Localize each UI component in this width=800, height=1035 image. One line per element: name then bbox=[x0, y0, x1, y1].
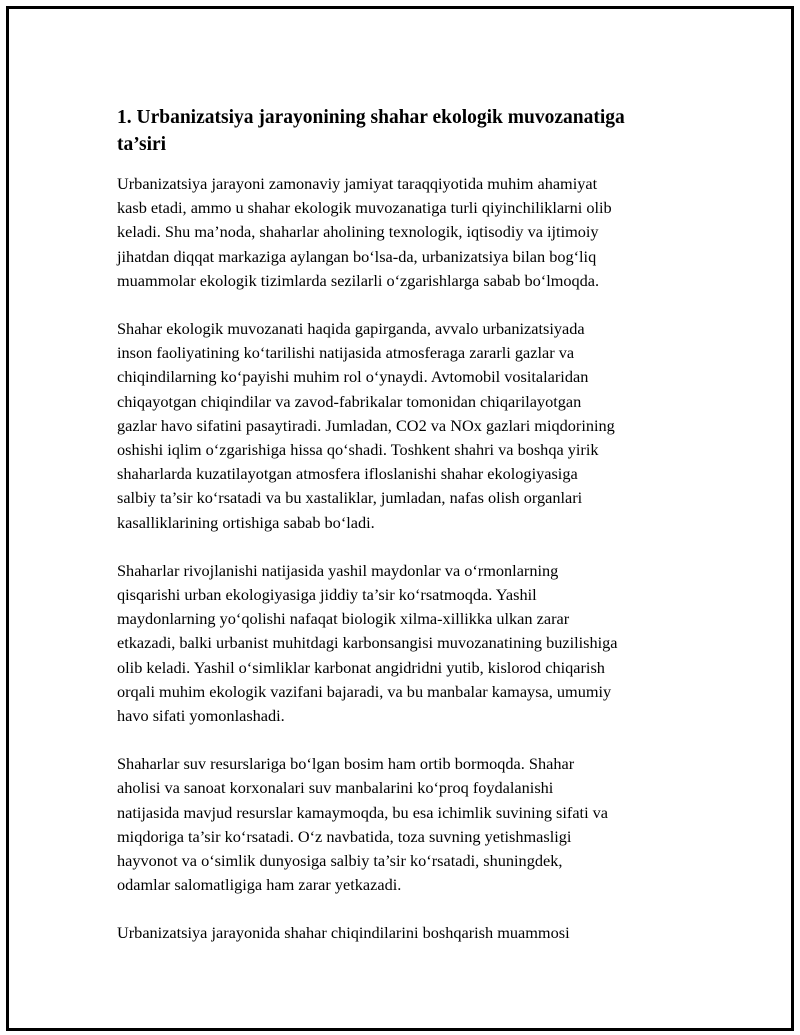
text-line: olib keladi. Yashil o‘simliklar karbonat angidridni yutib, kislorod chiqarish bbox=[117, 657, 605, 677]
text-line: etkazadi, balki urbanist muhitdagi karbonsangisi muvozanatining buzilishiga bbox=[117, 633, 618, 653]
text-line: natijasida mavjud resurslar kamaymoqda, bu esa ichimlik suvining sifati va bbox=[117, 802, 609, 822]
text-line: kasb etadi, ammo u shahar ekologik muvozanatiga turli qiyinchiliklarni olib bbox=[117, 198, 612, 218]
section-title bbox=[117, 104, 687, 158]
text-line: kasalliklarining ortishiga sabab bo‘ladi. bbox=[117, 512, 375, 532]
text-line: miqdoriga ta’sir ko‘rsatadi. O‘z navbatida, toza suvning yetishmasligi bbox=[117, 826, 572, 846]
paragraph-3 bbox=[117, 559, 687, 728]
paragraph-4 bbox=[117, 752, 687, 897]
text-line: Shahar ekologik muvozanati haqida gapirganda, avvalo urbanizatsiyada bbox=[117, 319, 585, 339]
text-line: maydonlarning yo‘qolishi nafaqat biologik xilma-xillikka ulkan zarar bbox=[117, 609, 570, 629]
paragraph-5 bbox=[117, 921, 687, 945]
title-line: ta’siri bbox=[117, 134, 167, 155]
text-line: Urbanizatsiya jarayonida shahar chiqindilarini boshqarish muammosi bbox=[117, 923, 570, 943]
text-line: hayvonot va o‘simlik dunyosiga salbiy ta’sir ko‘rsatadi, shuningdek, bbox=[117, 851, 563, 871]
text-line: qisqarishi urban ekologiyasiga jiddiy ta’sir ko‘rsatmoqda. Yashil bbox=[117, 585, 537, 605]
paragraph-1 bbox=[117, 172, 687, 293]
paragraph-2 bbox=[117, 317, 687, 535]
text-line: gazlar havo sifatini pasaytiradi. Jumladan, CO2 va NOx gazlari miqdorining bbox=[117, 415, 615, 435]
title-line: 1. Urbanizatsiya jarayonining shahar ekologik muvozanatiga bbox=[117, 107, 625, 128]
text-line: odamlar salomatligiga ham zarar yetkazadi. bbox=[117, 875, 402, 895]
text-line: keladi. Shu ma’noda, shaharlar aholining texnologik, iqtisodiy va ijtimoiy bbox=[117, 222, 599, 242]
text-line: shaharlarda kuzatilayotgan atmosfera ifloslanishi shahar ekologiyasiga bbox=[117, 464, 578, 484]
text-line: jihatdan diqqat markaziga aylangan bo‘lsa-da, urbanizatsiya bilan bog‘liq bbox=[117, 246, 597, 266]
text-line: muammolar ekologik tizimlarda sezilarli o‘zgarishlarga sabab bo‘lmoqda. bbox=[117, 270, 600, 290]
page-frame bbox=[6, 6, 794, 1031]
text-line: Urbanizatsiya jarayoni zamonaviy jamiyat taraqqiyotida muhim ahamiyat bbox=[117, 174, 598, 193]
text-line: chiqayotgan chiqindilar va zavod-fabrikalar tomonidan chiqarilayotgan bbox=[117, 391, 582, 411]
text-line: havo sifati yomonlashadi. bbox=[117, 706, 285, 726]
text-line: aholisi va sanoat korxonalari suv manbalarini ko‘proq foydalanishi bbox=[117, 778, 554, 798]
text-line: Shaharlar rivojlanishi natijasida yashil maydonlar va o‘rmonlarning bbox=[117, 560, 559, 580]
text-line: oshishi iqlim o‘zgarishiga hissa qo‘shadi. Toshkent shahri va boshqa yirik bbox=[117, 440, 599, 460]
text-line: inson faoliyatining ko‘tarilishi natijasida atmosferaga zararli gazlar va bbox=[117, 343, 575, 363]
text-line: Shaharlar suv resurslariga bo‘lgan bosim ham ortib bormoqda. Shahar bbox=[117, 754, 575, 774]
document-content bbox=[117, 104, 687, 970]
text-line: salbiy ta’sir ko‘rsatadi va bu xastaliklar, jumladan, nafas olish organlari bbox=[117, 488, 583, 508]
text-line: chiqindilarning ko‘payishi muhim rol o‘ynaydi. Avtomobil vositalaridan bbox=[117, 367, 589, 387]
text-line: orqali muhim ekologik vazifani bajaradi, va bu manbalar kamaysa, umumiy bbox=[117, 681, 612, 701]
